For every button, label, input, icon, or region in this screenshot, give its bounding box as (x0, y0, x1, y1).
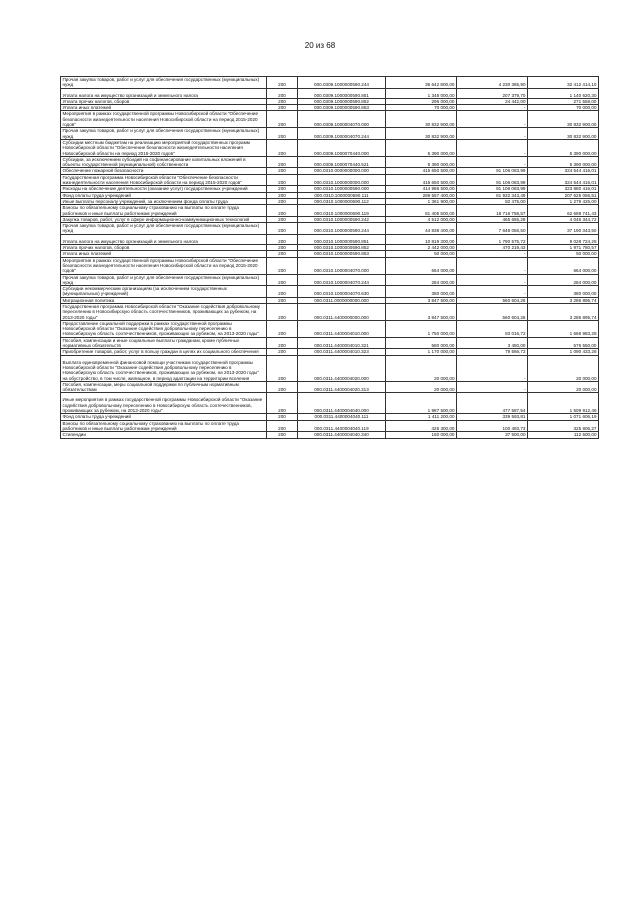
table-row (61, 88, 599, 98)
row-code-cell: 200 (267, 88, 298, 98)
row-classification-cell: 000.0309.1000004070.000 (298, 111, 386, 128)
remaining-amount-cell: 4 046 344,72 (528, 216, 599, 222)
executed-amount-cell: 560 604,26 (457, 303, 528, 320)
executed-amount-cell: - (457, 274, 528, 286)
approved-amount-cell: 414 986 500,00 (386, 186, 457, 192)
row-name-cell: Фонд оплаты труда учреждений (61, 192, 267, 198)
remaining-amount-cell: 1 279 425,00 (528, 198, 599, 204)
remaining-amount-cell: 32 412 414,10 (528, 77, 599, 89)
approved-amount-cell: 284 000,00 (386, 274, 457, 286)
row-name-cell: Государственная программа Новосибирской области "Оказание содействия добровольному переселению в Новосибирскую область соотечественников, проживающих за рубежом, на 2013-2020 годы" (61, 303, 267, 320)
executed-amount-cell: 91 106 083,99 (457, 168, 528, 174)
approved-amount-cell: 20 000,00 (386, 355, 457, 381)
row-classification-cell: 000.0311.4400004040.119 (298, 420, 386, 432)
page-number: 20 из 68 (304, 41, 336, 50)
approved-amount-cell: 1 348 000,00 (386, 88, 457, 98)
row-name-cell: Стипендии (61, 432, 267, 438)
table-row (61, 128, 599, 140)
row-code-cell: 200 (267, 139, 298, 156)
budget-execution-table (60, 76, 599, 439)
row-code-cell: 200 (267, 128, 298, 140)
row-classification-cell: 000.0311.4400004020.313 (298, 381, 386, 393)
row-code-cell: 200 (267, 111, 298, 128)
remaining-amount-cell: 3 286 895,74 (528, 303, 599, 320)
executed-amount-cell: 4 230 385,90 (457, 77, 528, 89)
executed-amount-cell: 18 716 758,57 (457, 205, 528, 217)
remaining-amount-cell: 324 544 416,01 (528, 174, 599, 186)
executed-amount-cell: 24 442,00 (457, 98, 528, 104)
row-classification-cell: 000.0309.1000000590.244 (298, 77, 386, 89)
table-row (61, 111, 599, 128)
table-row (61, 420, 599, 432)
approved-amount-cell: 70 000,00 (386, 105, 457, 111)
approved-amount-cell: 296 000,00 (386, 98, 457, 104)
row-name-cell: Прочая закупка товаров, работ и услуг для обеспечения государственных (муниципальных) нужд (61, 128, 267, 140)
executed-amount-cell: 470 219,43 (457, 245, 528, 251)
remaining-amount-cell: 5 390 000,00 (528, 156, 599, 168)
executed-amount-cell: - (457, 381, 528, 393)
remaining-amount-cell: 207 625 056,51 (528, 192, 599, 198)
row-classification-cell: 000.0311.4400004010.000 (298, 320, 386, 337)
table-row (61, 432, 599, 438)
row-classification-cell: 000.0309.1000000590.851 (298, 88, 386, 98)
approved-amount-cell: 380 000,00 (386, 286, 457, 298)
row-classification-cell: 000.0309.1000070440.000 (298, 139, 386, 156)
approved-amount-cell: 1 170 000,00 (386, 349, 457, 355)
row-name-cell: Мероприятия в рамках государственной программы Новосибирской области "Обеспечение безопасности жизнедеятельности населения Новосибирской области на период 2015-2020 годов" (61, 111, 267, 128)
row-code-cell: 200 (267, 174, 298, 186)
approved-amount-cell: 44 838 400,00 (386, 223, 457, 235)
row-code-cell: 200 (267, 98, 298, 104)
row-code-cell: 200 (267, 381, 298, 393)
executed-amount-cell: 465 655,28 (457, 216, 528, 222)
table-row (61, 139, 599, 156)
approved-amount-cell: 36 642 800,00 (386, 77, 457, 89)
row-name-cell: Предоставление социальной поддержки в рамках государственной программы Новосибирской области "Оказание содействия добровольному переселению в Новосибирскую область соотечественников, проживающих за рубежом, на 2013-2020 годы" (61, 320, 267, 337)
table-row (61, 337, 599, 349)
row-code-cell: 200 (267, 156, 298, 168)
table-row (61, 186, 599, 192)
remaining-amount-cell: 20 000,00 (528, 381, 599, 393)
approved-amount-cell: 81 405 500,00 (386, 205, 457, 217)
table-row (61, 198, 599, 204)
remaining-amount-cell: 284 000,00 (528, 274, 599, 286)
row-name-cell: Мероприятия в рамках государственной программы Новосибирской области "Обеспечение безопасности жизнедеятельности населения Новосибирской области на период 2015-2020 годов" (61, 257, 267, 274)
approved-amount-cell: 1 750 000,00 (386, 320, 457, 337)
remaining-amount-cell: 37 190 343,50 (528, 223, 599, 235)
row-name-cell: Прочая закупка товаров, работ и услуг для обеспечения государственных (муниципальных) нужд (61, 77, 267, 89)
remaining-amount-cell: 1 140 620,30 (528, 88, 599, 98)
row-code-cell: 200 (267, 414, 298, 420)
remaining-amount-cell: 1 090 433,28 (528, 349, 599, 355)
row-classification-cell: 000.0309.1000000590.853 (298, 105, 386, 111)
row-code-cell: 200 (267, 77, 298, 89)
remaining-amount-cell: 271 558,00 (528, 98, 599, 104)
row-classification-cell: 000.0310.1000000590.853 (298, 251, 386, 257)
row-name-cell: Миграционная политика (61, 297, 267, 303)
row-name-cell: Расходы на обеспечение деятельности (оказание услуг) государственных учреждений (61, 186, 267, 192)
executed-amount-cell: - (457, 105, 528, 111)
approved-amount-cell: 1 411 200,00 (386, 414, 457, 420)
remaining-amount-cell: 380 000,00 (528, 286, 599, 298)
row-code-cell: 200 (267, 198, 298, 204)
executed-amount-cell: 1 790 575,72 (457, 234, 528, 244)
remaining-amount-cell: 20 000,00 (528, 355, 599, 381)
remaining-amount-cell: 325 806,27 (528, 420, 599, 432)
approved-amount-cell: 426 300,00 (386, 420, 457, 432)
executed-amount-cell: - (457, 156, 528, 168)
row-classification-cell: 000.0311.4400004040.000 (298, 393, 386, 414)
row-name-cell: Обеспечение пожарной безопасности (61, 168, 267, 174)
row-name-cell: Иные выплаты персоналу учреждений, за исключением фонда оплаты труда (61, 198, 267, 204)
row-classification-cell: 000.0310.1000000590.119 (298, 205, 386, 217)
row-classification-cell: 000.0311.4400004040.340 (298, 432, 386, 438)
table-row (61, 286, 599, 298)
executed-amount-cell: 82 475,00 (457, 198, 528, 204)
approved-amount-cell: 3 847 500,00 (386, 303, 457, 320)
row-classification-cell: 000.0310.1000000590.852 (298, 245, 386, 251)
approved-amount-cell: 4 512 000,00 (386, 216, 457, 222)
row-name-cell: Пособия, компенсации, меры социальной поддержки по публичным нормативным обязательствам (61, 381, 267, 393)
executed-amount-cell: - (457, 128, 528, 140)
row-name-cell: Взносы по обязательному социальному страхованию на выплаты по оплате труда работников и иные выплаты работникам учреждений (61, 205, 267, 217)
row-code-cell: 200 (267, 245, 298, 251)
row-name-cell: Субсидии местным бюджетам на реализацию мероприятий государственных программ Новосибирской области "Обеспечение безопасности жизнедеятельности населения Новосибирской области на период 2015-2020 годов" (61, 139, 267, 156)
row-code-cell: 200 (267, 337, 298, 349)
row-name-cell: Взносы по обязательному социальному страхованию на выплаты по оплате труда работников и иные выплаты работникам учреждений (61, 420, 267, 432)
row-classification-cell: 000.0311.4400004010.323 (298, 349, 386, 355)
table-row (61, 349, 599, 355)
row-code-cell: 200 (267, 216, 298, 222)
table-row (61, 274, 599, 286)
executed-amount-cell: 7 648 056,50 (457, 223, 528, 235)
approved-amount-cell: 3 847 500,00 (386, 297, 457, 303)
row-classification-cell: 000.0309.1000070440.521 (298, 156, 386, 168)
row-classification-cell: 000.0311.4400000000.000 (298, 303, 386, 320)
executed-amount-cell: - (457, 286, 528, 298)
row-classification-cell: 000.0310.0000000000.000 (298, 168, 386, 174)
approved-amount-cell: 1 987 500,00 (386, 393, 457, 414)
table-row (61, 174, 599, 186)
row-code-cell: 200 (267, 274, 298, 286)
approved-amount-cell: 30 832 900,00 (386, 128, 457, 140)
row-classification-cell: 000.0311.4400004010.321 (298, 337, 386, 349)
row-code-cell: 200 (267, 186, 298, 192)
row-name-cell: Уплата иных платежей (61, 251, 267, 257)
table-row (61, 216, 599, 222)
row-name-cell: Прочая закупка товаров, работ и услуг для обеспечения государственных (муниципальных) нужд (61, 223, 267, 235)
row-name-cell: Уплата прочих налогов, сборов (61, 98, 267, 104)
executed-amount-cell: 91 106 083,99 (457, 186, 528, 192)
row-code-cell: 200 (267, 349, 298, 355)
row-name-cell: Иные мероприятия в рамках государственной программы Новосибирской области "Оказание содействия добровольному переселению в Новосибирскую область соотечественников, проживающих за рубежом, на 2013-2020 годы" (61, 393, 267, 414)
row-name-cell: Уплата прочих налогов, сборов (61, 245, 267, 251)
remaining-amount-cell: 5 390 000,00 (528, 139, 599, 156)
remaining-amount-cell: 50 000,00 (528, 251, 599, 257)
approved-amount-cell: 20 000,00 (386, 381, 457, 393)
remaining-amount-cell: 62 688 741,43 (528, 205, 599, 217)
table-row (61, 257, 599, 274)
executed-amount-cell: - (457, 111, 528, 128)
remaining-amount-cell: 664 000,00 (528, 257, 599, 274)
row-name-cell: Закупка товаров, работ, услуг в сфере информационно-коммуникационных технологий (61, 216, 267, 222)
row-code-cell: 200 (267, 205, 298, 217)
table-row (61, 381, 599, 393)
row-name-cell: Уплата налога на имущество организаций и земельного налога (61, 234, 267, 244)
approved-amount-cell: 415 650 500,00 (386, 168, 457, 174)
approved-amount-cell: 289 557 400,00 (386, 192, 457, 198)
approved-amount-cell: 150 000,00 (386, 432, 457, 438)
table-row (61, 320, 599, 337)
remaining-amount-cell: 1 971 780,57 (528, 245, 599, 251)
executed-amount-cell: 91 106 083,99 (457, 174, 528, 186)
row-name-cell: Пособия, компенсации и иные социальные выплаты гражданам, кроме публичных нормативных обязательств (61, 337, 267, 349)
remaining-amount-cell: 324 544 416,01 (528, 168, 599, 174)
table-row (61, 355, 599, 381)
executed-amount-cell: 81 932 343,49 (457, 192, 528, 198)
row-classification-cell: 000.0310.1000000590.851 (298, 234, 386, 244)
executed-amount-cell: 339 593,81 (457, 414, 528, 420)
executed-amount-cell: 83 016,72 (457, 320, 528, 337)
remaining-amount-cell: 30 832 900,00 (528, 128, 599, 140)
remaining-amount-cell: 30 832 900,00 (528, 111, 599, 128)
remaining-amount-cell: 9 028 724,28 (528, 234, 599, 244)
row-name-cell: Уплата налога на имущество организаций и земельного налога (61, 88, 267, 98)
row-name-cell: Государственная программа Новосибирской области "Обеспечение безопасности жизнедеятельности населения Новосибирской области на период 2015-2020 годов" (61, 174, 267, 186)
remaining-amount-cell: 576 550,00 (528, 337, 599, 349)
row-code-cell: 200 (267, 192, 298, 198)
remaining-amount-cell: 112 500,00 (528, 432, 599, 438)
approved-amount-cell: 2 442 000,00 (386, 245, 457, 251)
table-row (61, 223, 599, 235)
row-classification-cell: 000.0310.1000000590.244 (298, 223, 386, 235)
approved-amount-cell: 415 650 500,00 (386, 174, 457, 186)
row-name-cell: Субсидии, за исключением субсидий на софинансирование капитальных вложений в объекты государственной (муниципальной) собственности (61, 156, 267, 168)
row-code-cell: 200 (267, 223, 298, 235)
row-classification-cell: 000.0310.1000004070.000 (298, 257, 386, 274)
table-row (61, 77, 599, 89)
remaining-amount-cell: 323 880 416,01 (528, 186, 599, 192)
row-code-cell: 200 (267, 320, 298, 337)
row-name-cell: Выплата единовременной финансовой помощи участникам государственной программы Новосибирской области "Оказание содействия добровольному переселению в Новосибирскую область соотечественников, проживающих за рубежом, на 2013-2020 годы" на обустройство, в том числе, жилищное, в период адаптации на территории вселения (61, 355, 267, 381)
row-code-cell: 200 (267, 168, 298, 174)
row-classification-cell: 000.0311.4400004020.000 (298, 355, 386, 381)
executed-amount-cell: 3 450,00 (457, 337, 528, 349)
row-name-cell: Фонд оплаты труда учреждений (61, 414, 267, 420)
row-code-cell: 200 (267, 105, 298, 111)
row-classification-cell: 000.0310.1000000590.111 (298, 192, 386, 198)
row-code-cell: 200 (267, 234, 298, 244)
row-code-cell: 200 (267, 355, 298, 381)
table-row (61, 168, 599, 174)
row-name-cell: Уплата иных платежей (61, 105, 267, 111)
row-name-cell: Приобретение товаров, работ, услуг в пользу граждан в целях их социального обеспечения (61, 349, 267, 355)
approved-amount-cell: 664 000,00 (386, 257, 457, 274)
remaining-amount-cell: 1 071 606,19 (528, 414, 599, 420)
row-code-cell: 200 (267, 432, 298, 438)
table-row (61, 205, 599, 217)
row-classification-cell: 000.0310.1000000590.000 (298, 186, 386, 192)
row-classification-cell: 000.0311.4400004040.111 (298, 414, 386, 420)
table-row (61, 393, 599, 414)
row-classification-cell: 000.0310.1000004070.630 (298, 286, 386, 298)
approved-amount-cell: 5 390 000,00 (386, 139, 457, 156)
table-row (61, 234, 599, 244)
row-name-cell: Прочая закупка товаров, работ и услуг для обеспечения государственных (муниципальных) нужд (61, 274, 267, 286)
executed-amount-cell: 37 500,00 (457, 432, 528, 438)
executed-amount-cell: 100 493,73 (457, 420, 528, 432)
approved-amount-cell: 10 819 300,00 (386, 234, 457, 244)
table-row (61, 156, 599, 168)
row-code-cell: 200 (267, 251, 298, 257)
executed-amount-cell: - (457, 139, 528, 156)
row-code-cell: 200 (267, 257, 298, 274)
row-name-cell: Субсидии некоммерческим организациям (за исключением государственных (муниципальных) учреждений) (61, 286, 267, 298)
executed-amount-cell: 79 566,72 (457, 349, 528, 355)
row-classification-cell: 000.0311.0000000000.000 (298, 297, 386, 303)
row-code-cell: 200 (267, 297, 298, 303)
approved-amount-cell: 30 832 900,00 (386, 111, 457, 128)
executed-amount-cell: - (457, 355, 528, 381)
executed-amount-cell: - (457, 251, 528, 257)
row-code-cell: 200 (267, 286, 298, 298)
row-classification-cell: 000.0310.1000004070.244 (298, 274, 386, 286)
remaining-amount-cell: 70 000,00 (528, 105, 599, 111)
row-classification-cell: 000.0310.1000000590.242 (298, 216, 386, 222)
remaining-amount-cell: 1 509 912,46 (528, 393, 599, 414)
approved-amount-cell: 50 000,00 (386, 251, 457, 257)
row-code-cell: 200 (267, 393, 298, 414)
executed-amount-cell: 560 604,26 (457, 297, 528, 303)
remaining-amount-cell: 3 286 895,74 (528, 297, 599, 303)
row-code-cell: 200 (267, 303, 298, 320)
executed-amount-cell: 207 379,70 (457, 88, 528, 98)
row-classification-cell: 000.0310.1000000590.112 (298, 198, 386, 204)
table-row (61, 303, 599, 320)
remaining-amount-cell: 1 666 983,28 (528, 320, 599, 337)
approved-amount-cell: 1 361 900,00 (386, 198, 457, 204)
row-code-cell: 200 (267, 420, 298, 432)
executed-amount-cell: 477 587,54 (457, 393, 528, 414)
executed-amount-cell: - (457, 257, 528, 274)
row-classification-cell: 000.0309.1000000590.852 (298, 98, 386, 104)
row-classification-cell: 000.0309.1000004070.244 (298, 128, 386, 140)
approved-amount-cell: 5 390 000,00 (386, 156, 457, 168)
approved-amount-cell: 580 000,00 (386, 337, 457, 349)
row-classification-cell: 000.0310.1000000000.000 (298, 174, 386, 186)
